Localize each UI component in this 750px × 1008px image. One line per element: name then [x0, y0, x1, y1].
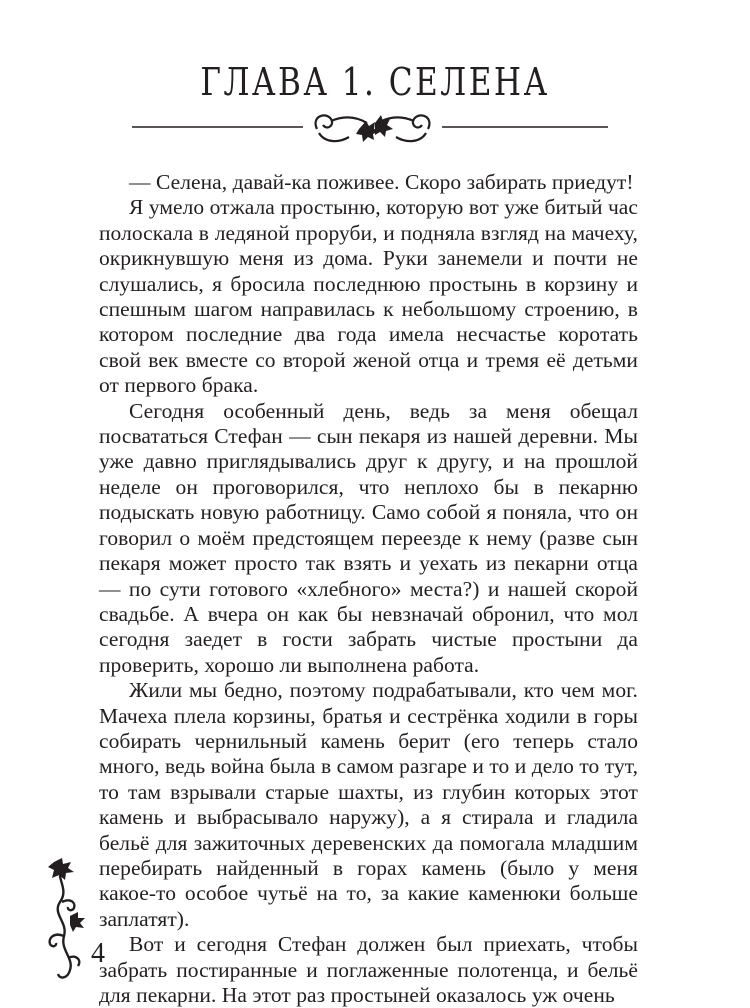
- chapter-title: ГЛАВА 1. СЕЛЕНА: [200, 60, 550, 104]
- title-ornament: [125, 107, 625, 157]
- paragraph: Сегодня особенный день, ведь за меня обещал посвататься Стефан — сын пекаря из нашей деревни. Мы уже давно приглядывались друг к другу, и на прошлой неделе он проговорился, что неплохо бы в пекарню подыскать новую работницу. Само собой я поняла, что он говорил о моём предстоящем переезде к нему (разве сын пекаря может просто так взять и уехать из пекарни отца — по сути готового «хлебного» места?) и нашей скорой свадьбе. А вчера он как бы невзначай обронил, что мол сегодня заедет в гости забрать чистые простыни да проверить, хорошо ли выполнена работа.: [99, 398, 638, 677]
- paragraph: — Селена, давай-ка поживее. Скоро забирать приедут!: [129, 170, 634, 194]
- holly-leaf-icon: [48, 858, 85, 932]
- body-text: [99, 170, 638, 1008]
- paragraph: Жили мы бедно, поэтому подрабатывали, кто чем мог. Мачеха плела корзины, братья и сестрёнка ходили в горы собирать чернильный камень берит (его теперь стало много, ведь война была в самом разгаре и то и дело то тут, то там взрывали старые шахты, из глубин которых этот камень и выбрасывало наружу), а я стирала и гладила бельё для зажиточных деревенских да помогала младшим перебирать найденный в горах камень (было у меня какое-то особое чутьё на то, за какие каменюки больше заплатят).: [99, 678, 638, 931]
- paragraph: Вот и сегодня Стефан должен был приехать, чтобы забрать постиранные и поглаженные полотенца, и бельё для пекарни. На этот раз простыней оказалось уж очень: [99, 932, 638, 1007]
- page-number: 4: [91, 938, 105, 969]
- paragraph: Я умело отжала простыню, которую вот уже битый час полоскала в ледяной проруби, и подняла взгляд на мачеху, окрикнувшую меня из дома. Руки занемели и почти не слушались, я бросила последнюю простынь в корзину и спешным шагом направилась к небольшому строению, в котором последние два года имела несчастье коротать свой век вместе со второй женой отца и тремя её детьми от первого брака.: [99, 195, 638, 398]
